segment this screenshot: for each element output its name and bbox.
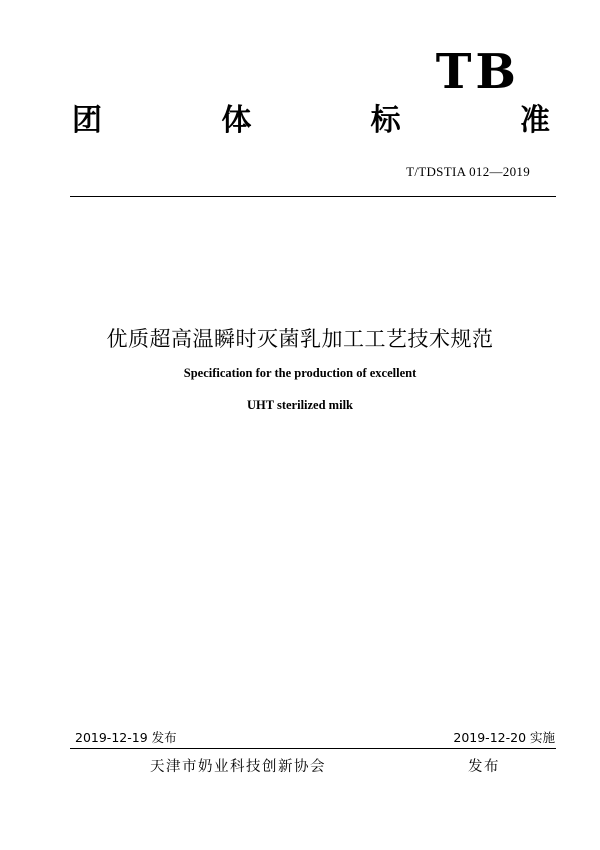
standard-type-char: 团 (72, 103, 102, 138)
issuer-action-label: 发布 (468, 759, 500, 775)
issuing-organization: 天津市奶业科技创新协会 (150, 759, 326, 775)
chinese-title: 优质超高温瞬时灭菌乳加工工艺技术规范 (106, 327, 494, 351)
english-title-line-2: UHT sterilized milk (246, 398, 353, 412)
standard-type-heading (72, 103, 550, 138)
standard-type-char: 标 (370, 103, 401, 138)
tb-logo: TB (435, 44, 520, 100)
top-divider (70, 196, 556, 197)
standard-type-char: 体 (221, 103, 252, 138)
issue-date: 2019-12-19 发布 (75, 730, 177, 745)
implementation-date: 2019-12-20 实施 (453, 730, 555, 745)
bottom-divider (70, 748, 556, 749)
english-title-line-1: Specification for the production of excellent (183, 366, 417, 380)
standard-type-char: 准 (519, 103, 550, 138)
standard-number: T/TDSTIA 012—2019 (406, 164, 530, 179)
